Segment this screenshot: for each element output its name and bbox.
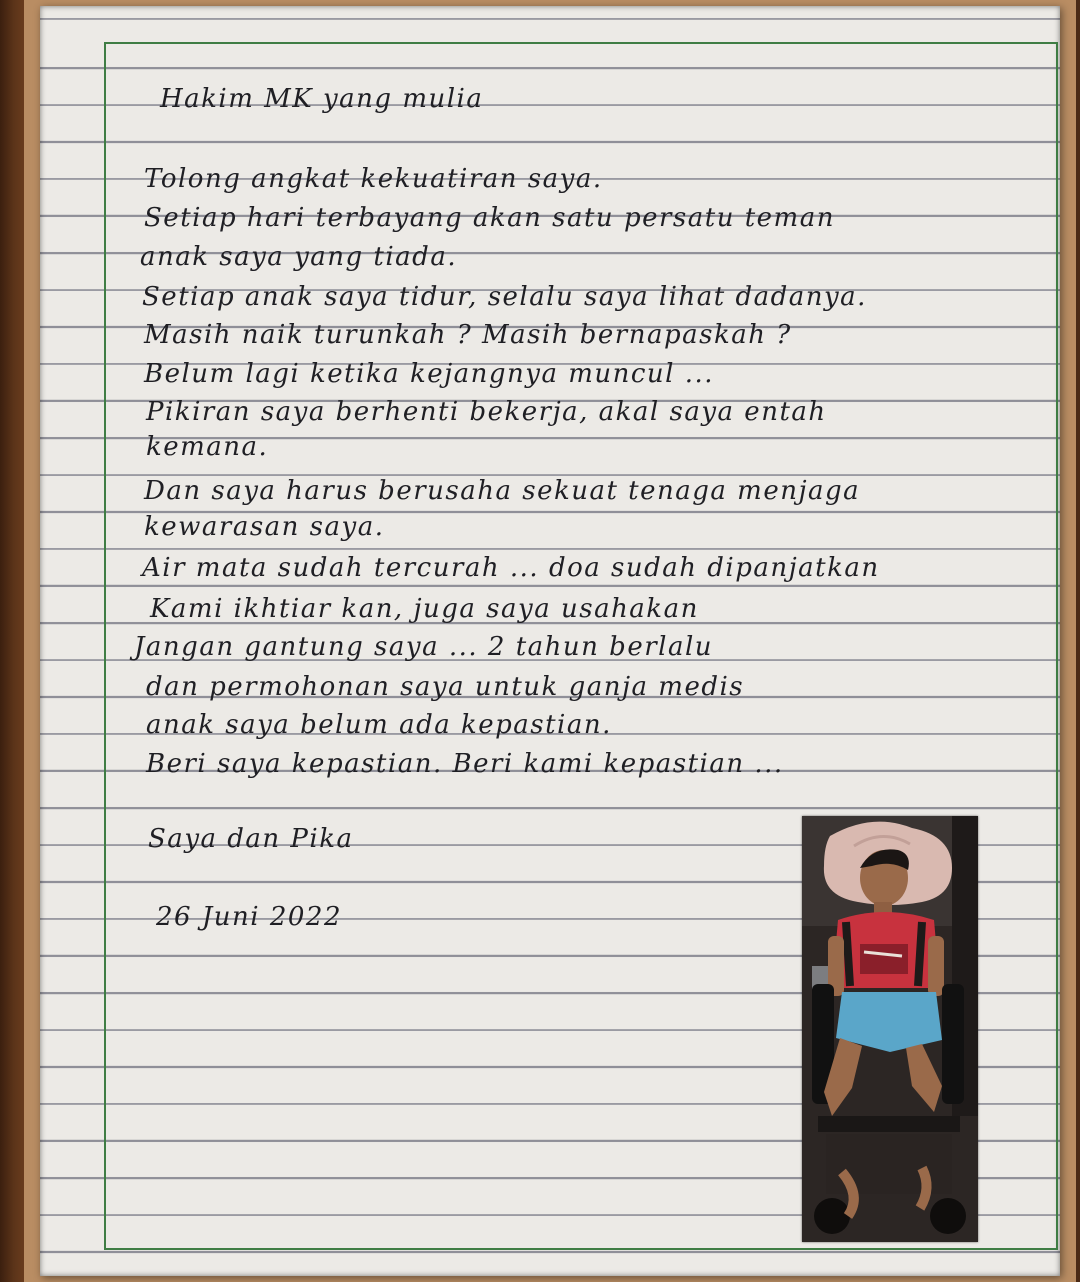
lined-paper xyxy=(40,6,1060,1276)
letter-line-12: Kami ikhtiar kan, juga saya usahakan xyxy=(150,594,699,624)
salutation: Hakim MK yang mulia xyxy=(160,84,484,114)
letter-line-14: dan permohonan saya untuk ganja medis xyxy=(146,672,745,702)
signature: Saya dan Pika xyxy=(148,824,354,854)
letter-line-13: Jangan gantung saya ... 2 tahun berlalu xyxy=(134,632,714,662)
letter-line-16: Beri saya kepastian. Beri kami kepastian ... xyxy=(146,749,784,779)
child-in-wheelchair-photo xyxy=(802,816,978,1242)
letter-date: 26 Juni 2022 xyxy=(156,902,343,932)
letter-line-5: Masih naik turunkah ? Masih bernapaskah ? xyxy=(144,320,792,350)
letter-line-2: Setiap hari terbayang akan satu persatu teman xyxy=(144,203,835,233)
letter-line-6: Belum lagi ketika kejangnya muncul ... xyxy=(144,359,715,389)
letter-line-15: anak saya belum ada kepastian. xyxy=(146,710,612,740)
letter-line-4: Setiap anak saya tidur, selalu saya lihat dadanya. xyxy=(142,282,867,312)
letter-line-9: Dan saya harus berusaha sekuat tenaga menjaga xyxy=(144,476,861,506)
letter-line-8: kemana. xyxy=(146,432,269,462)
letter-line-11: Air mata sudah tercurah ... doa sudah dipanjatkan xyxy=(142,553,880,583)
letter-line-7: Pikiran saya berhenti bekerja, akal saya entah xyxy=(146,397,827,427)
letter-line-10: kewarasan saya. xyxy=(144,512,385,542)
letter-line-1: Tolong angkat kekuatiran saya. xyxy=(144,164,603,194)
letter-line-3: anak saya yang tiada. xyxy=(140,242,458,272)
